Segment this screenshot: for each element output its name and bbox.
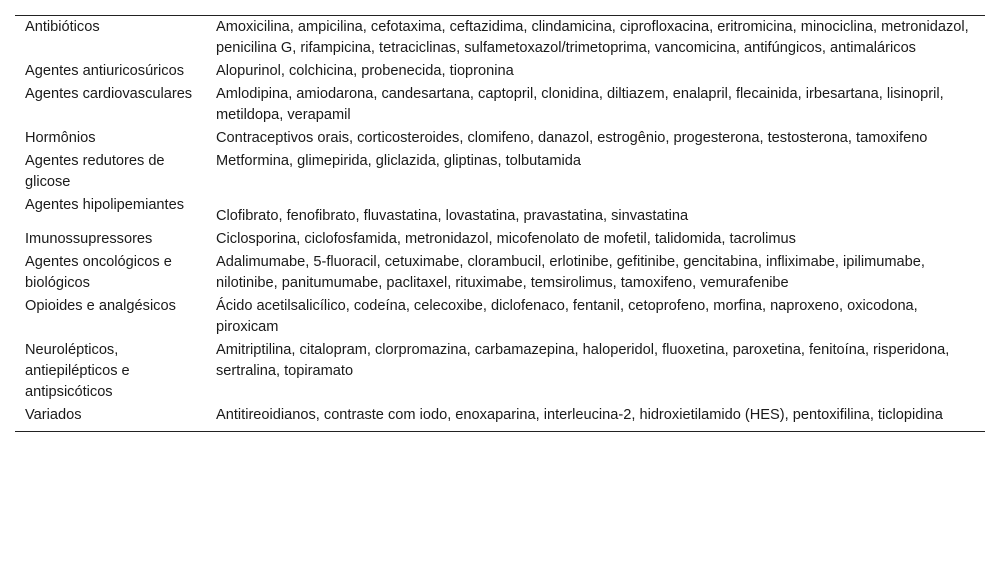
category-cell: Opioides e analgésicos <box>25 298 176 314</box>
table-row <box>15 151 985 195</box>
table-row <box>15 128 985 151</box>
category-cell: Agentes hipolipemiantes <box>25 197 185 213</box>
drugs-cell: Amoxicilina, ampicilina, cefotaxima, ceftazidima, clindamicina, ciprofloxacina, eritromicina, minociclina, metronidazol, penicilina G, rifampicina, tetraciclinas, sulfametoxazol/trimetoprima, vancomicina, antifúngicos, antimaláricos <box>216 19 969 56</box>
drugs-cell: Amlodipina, amiodarona, candesartana, captopril, clonidina, diltiazem, enalapril, flecainida, irbesartana, lisinopril, metildopa, verapamil <box>216 86 944 123</box>
drug-table <box>15 15 985 432</box>
drugs-cell: Antitireoidianos, contraste com iodo, enoxaparina, interleucina-2, hidroxietilamido (HES), pentoxifilina, ticlopidina <box>216 407 943 423</box>
drugs-cell: Adalimumabe, 5-fluoracil, cetuximabe, clorambucil, erlotinibe, gefitinibe, gencitabina, infliximabe, ipilimumabe, nilotinibe, panitumumabe, paclitaxel, rituximabe, temsirolimus, tamoxifeno, vemurafenibe <box>216 254 925 291</box>
category-cell: Agentes redutores de glicose <box>25 153 165 190</box>
drugs-cell: Amitriptilina, citalopram, clorpromazina, carbamazepina, haloperidol, fluoxetina, paroxetina, fenitoína, risperidona, sertralina, topiramato <box>216 342 950 379</box>
table-row <box>15 229 985 252</box>
drugs-cell: Clofibrato, fenofibrato, fluvastatina, lovastatina, pravastatina, sinvastatina <box>216 208 689 224</box>
table-row <box>15 195 985 229</box>
category-cell: Neurolépticos, antiepilépticos e antipsicóticos <box>25 342 130 400</box>
drug-category-table <box>15 17 985 428</box>
table-row <box>15 405 985 428</box>
table-row <box>15 84 985 128</box>
table-row <box>15 252 985 296</box>
table-row <box>15 296 985 340</box>
table-row <box>15 17 985 61</box>
category-cell: Agentes oncológicos e biológicos <box>25 254 172 291</box>
category-cell: Antibióticos <box>25 19 100 35</box>
drugs-cell: Contraceptivos orais, corticosteroides, clomifeno, danazol, estrogênio, progesterona, testosterona, tamoxifeno <box>216 130 928 146</box>
category-cell: Agentes antiuricosúricos <box>25 63 184 79</box>
drugs-cell: Ácido acetilsalicílico, codeína, celecoxibe, diclofenaco, fentanil, cetoprofeno, morfina, naproxeno, oxicodona, piroxicam <box>216 298 918 335</box>
drugs-cell: Metformina, glimepirida, gliclazida, gliptinas, tolbutamida <box>216 153 582 169</box>
category-cell: Variados <box>25 407 82 423</box>
category-cell: Imunossupressores <box>25 231 153 247</box>
drugs-cell: Alopurinol, colchicina, probenecida, tiopronina <box>216 63 514 79</box>
category-cell: Hormônios <box>25 130 96 146</box>
drugs-cell: Ciclosporina, ciclofosfamida, metronidazol, micofenolato de mofetil, talidomida, tacrolimus <box>216 231 796 247</box>
table-row <box>15 61 985 84</box>
category-cell: Agentes cardiovasculares <box>25 86 193 102</box>
table-row <box>15 340 985 405</box>
